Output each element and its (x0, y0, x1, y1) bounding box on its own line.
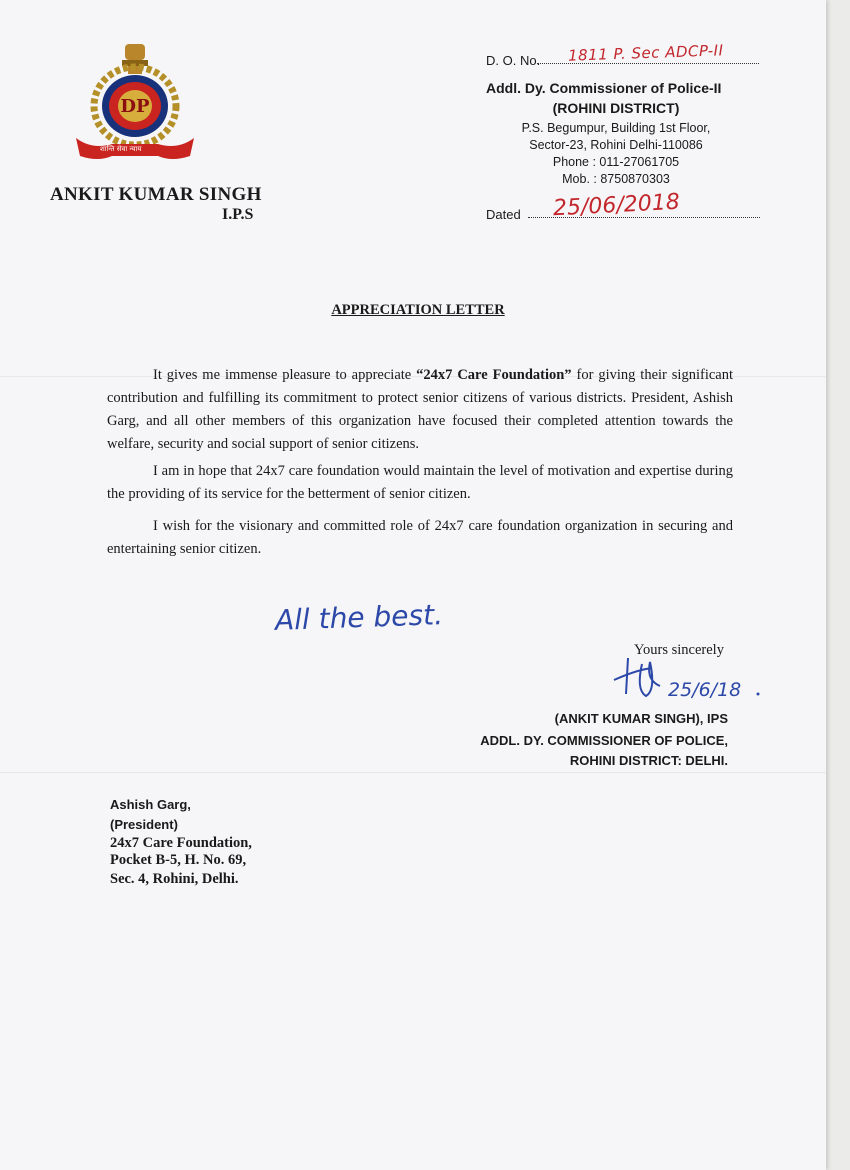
officer-name: ANKIT KUMAR SINGH (50, 184, 262, 205)
officer-rank: I.P.S (222, 206, 254, 223)
paragraph-1 (107, 364, 733, 456)
recipient-address-line1: Pocket B-5, H. No. 69, (110, 852, 247, 868)
office-address-line1: P.S. Begumpur, Building 1st Floor, (521, 121, 711, 135)
office-district: (ROHINI DISTRICT) (552, 100, 680, 116)
signatory-name: (ANKIT KUMAR SINGH), IPS (554, 711, 728, 726)
paragraph-1-text: It gives me immense pleasure to appreciate (153, 367, 417, 383)
office-mobile: Mob. : 8750870303 (562, 172, 670, 186)
fold-line (0, 772, 826, 774)
office-title: Addl. Dy. Commissioner of Police-II (486, 80, 722, 96)
dated-label: Dated (486, 207, 521, 222)
paragraph-2-text: I am in hope that 24x7 care foundation would maintain the level of motivation and expertise during the providing of its service for the betterment of senior citizen. (107, 463, 733, 502)
recipient-name: Ashish Garg, (110, 797, 191, 812)
recipient-role: (President) (110, 817, 178, 832)
recipient-address-line2: Sec. 4, Rohini, Delhi. (110, 871, 239, 887)
signature-date: 25/6/18 (668, 679, 742, 701)
handwritten-closing: All the best. (274, 598, 444, 637)
letter-heading: APPRECIATION LETTER (331, 302, 505, 318)
yours-sincerely: Yours sincerely (634, 642, 724, 658)
signature-image (606, 650, 766, 710)
office-address-line2: Sector-23, Rohini Delhi-110086 (529, 138, 703, 152)
paragraph-2 (107, 460, 733, 506)
svg-text:DP: DP (120, 96, 150, 117)
date-handwritten: 25/06/2018 (552, 189, 681, 222)
paragraph-3 (107, 515, 733, 561)
paragraph-1-text-continued: for giving their significant contribution and fulfilling its commitment to protect senior citizens of various districts. President, Ashish Garg, and all other members of this organization have focused their completed attention towards the welfare, security and social support of senior citizens. (107, 367, 733, 452)
organization-name: “24x7 Care Foundation” (416, 367, 572, 383)
do-number-handwritten: 1811 P. Sec ADCP-II (567, 41, 724, 65)
recipient-organization: 24x7 Care Foundation, (110, 835, 252, 851)
signatory-title: ADDL. DY. COMMISSIONER OF POLICE, (480, 733, 728, 748)
paragraph-3-text: I wish for the visionary and committed role of 24x7 care foundation organization in securing and entertaining senior citizen. (107, 518, 733, 557)
do-number-label: D. O. No. (486, 53, 541, 68)
signatory-place: ROHINI DISTRICT: DELHI. (569, 753, 728, 768)
office-phone: Phone : 011-27061705 (552, 155, 680, 169)
emblem-motto: शान्ति सेवा न्याय (100, 145, 142, 153)
